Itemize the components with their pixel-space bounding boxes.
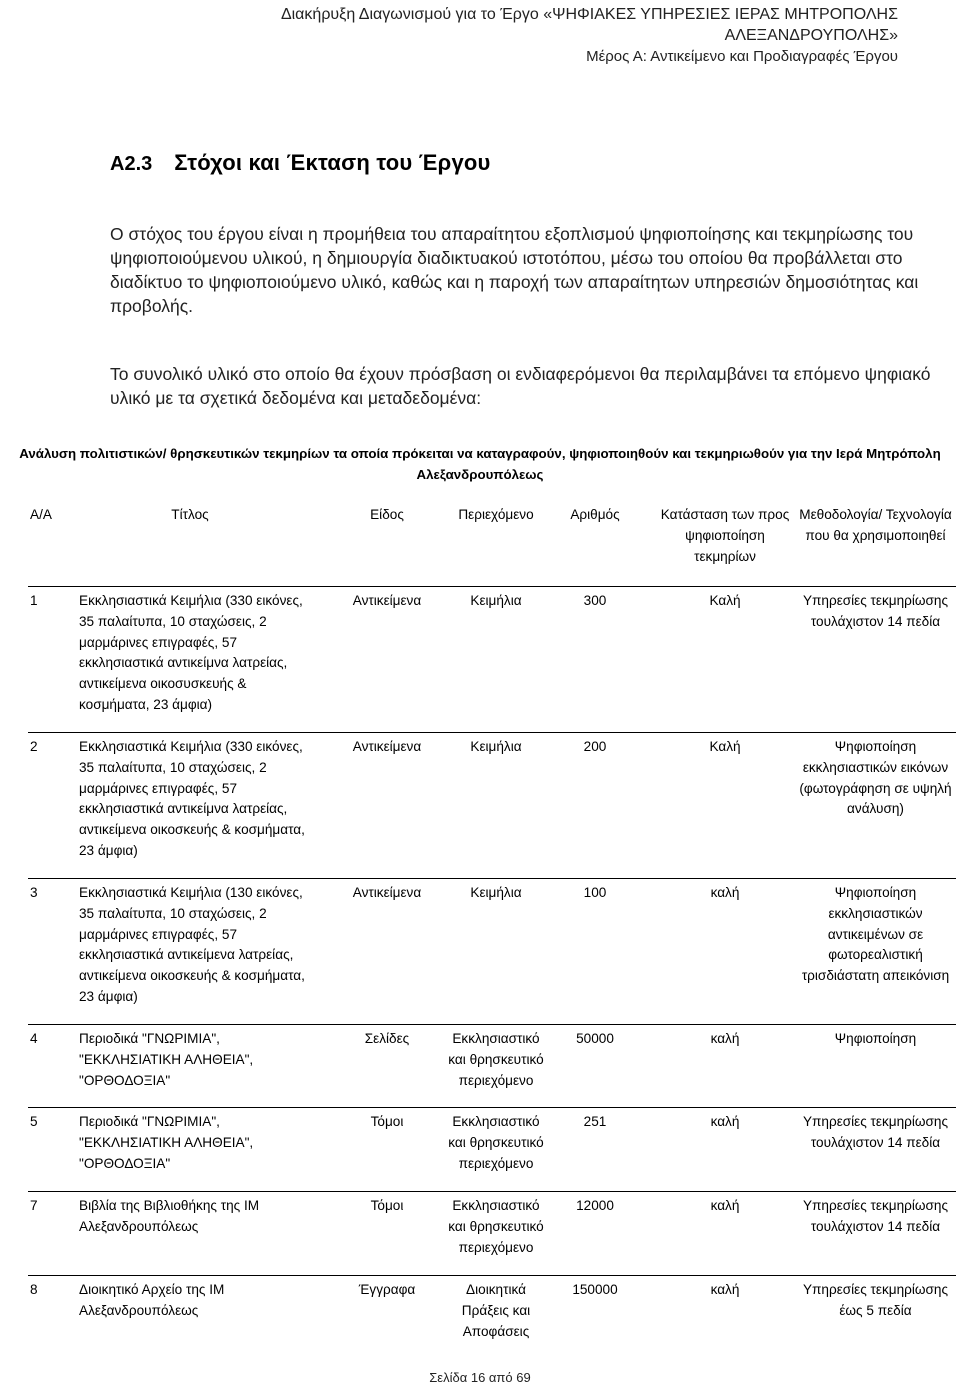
page-footer: Σελίδα 16 από 69 [429, 1370, 531, 1385]
row-count: 100 [583, 885, 607, 900]
row-title: Εκκλησιαστικά Κειμήλια (130 εικόνες, 35 παλαίτυπα, 10 σταχώσεις, 2 μαρμάρινες επιγραφές, 57 εκκλησιαστικά αντικείμενα λατρείας, αντικείμενα οικοσκευής & κοσμήματα, 23 άμφια) [79, 885, 305, 1004]
header-num: Α/Α [30, 507, 52, 522]
row-kind: Τόμοι [370, 1114, 404, 1129]
row-method: Υπηρεσίες τεκμηρίωσης τουλάχιστον 14 πεδία [802, 1114, 949, 1150]
table-divider [28, 878, 956, 879]
row-title: Διοικητικό Αρχείο της ΙΜ Αλεξανδρουπόλεως [79, 1282, 225, 1318]
header-method: Μεθοδολογία/ Τεχνολογία που θα χρησιμοποιηθεί [799, 507, 952, 543]
row-content: Κειμήλια [470, 593, 522, 608]
row-kind: Αντικείμενα [352, 593, 422, 608]
row-state: Καλή [709, 593, 741, 608]
row-count: 300 [583, 593, 607, 608]
row-content: Εκκλησιαστικό και θρησκευτικό περιεχόμενο [448, 1198, 544, 1255]
table-divider [28, 1275, 956, 1276]
row-count: 150000 [572, 1282, 618, 1297]
row-kind: Αντικείμενα [352, 885, 422, 900]
row-title: Περιοδικά "ΓΝΩΡΙΜΙΑ", "ΕΚΚΛΗΣΙΑΤΙΚΗ ΑΛΗΘΕΙΑ", "ΟΡΘΟΔΟΞΙΑ" [79, 1114, 254, 1171]
table-divider [28, 1024, 956, 1025]
table-row [0, 883, 960, 1029]
row-kind: Τόμοι [370, 1198, 404, 1213]
section-title: Στόχοι και Έκταση του Έργου [174, 150, 491, 175]
section-heading [110, 150, 491, 176]
row-method: Υπηρεσίες τεκμηρίωσης τουλάχιστον 14 πεδία [802, 593, 949, 629]
header-line-3: Μέρος Α: Αντικείμενο και Προδιαγραφές Έργου [586, 48, 898, 65]
row-num: 7 [30, 1198, 38, 1213]
table-divider [28, 586, 956, 587]
material-paragraph: Το συνολικό υλικό στο οποίο θα έχουν πρόσβαση οι ενδιαφερόμενοι θα περιλαμβάνει τα επόμενο ψηφιακό υλικό με τα σχετικά δεδομένα και μεταδεδομένα: [110, 364, 931, 408]
row-count: 12000 [576, 1198, 614, 1213]
header-title: Τίτλος [171, 507, 209, 522]
row-count: 251 [583, 1114, 607, 1129]
row-kind: Έγγραφα [358, 1282, 416, 1297]
row-kind: Σελίδες [364, 1031, 410, 1046]
row-title: Βιβλία της Βιβλιοθήκης της ΙΜ Αλεξανδρουπόλεως [79, 1198, 260, 1234]
row-content: Εκκλησιαστικό και θρησκευτικό περιεχόμενο [448, 1031, 544, 1088]
header-line-2: ΑΛΕΞΑΝΔΡΟΥΠΟΛΗΣ» [724, 27, 898, 44]
row-state: καλή [710, 1198, 740, 1213]
page-header [198, 4, 898, 67]
header-content: Περιεχόμενο [458, 507, 534, 522]
table-row [0, 1280, 960, 1364]
row-method: Ψηφιοποίηση εκκλησιαστικών εικόνων (φωτογράφηση σε υψηλή ανάλυση) [799, 739, 952, 817]
table-row [0, 1029, 960, 1112]
row-method: Ψηφιοποίηση εκκλησιαστικών αντικειμένων σε φωτορεαλιστική τρισδιάστατη απεικόνιση [801, 885, 950, 984]
table-header-row [0, 505, 960, 591]
row-num: 8 [30, 1282, 38, 1297]
header-state: Κατάσταση των προς ψηφιοποίηση τεκμηρίων [660, 507, 790, 564]
table-row [0, 1112, 960, 1196]
row-content: Εκκλησιαστικό και θρησκευτικό περιεχόμενο [448, 1114, 544, 1171]
section-number: Α2.3 [110, 153, 153, 175]
row-method: Ψηφιοποίηση [834, 1031, 917, 1046]
row-state: καλή [710, 1114, 740, 1129]
row-state: καλή [710, 1282, 740, 1297]
row-num: 4 [30, 1031, 38, 1046]
row-state: καλή [710, 885, 740, 900]
row-content: Κειμήλια [470, 739, 522, 754]
table-row [0, 1196, 960, 1280]
intro-paragraph: Ο στόχος του έργου είναι η προμήθεια του απαραίτητου εξοπλισμού ψηφιοποίησης και τεκμηρίωσης του ψηφιοποιούμενου υλικού, η δημιουργία διαδικτυακού ιστοτόπου, μέσω του οποίου θα προβάλλεται στο διαδίκτυο το ψηφιοποιούμενο υλικό, καθώς και η παροχή των απαραίτητων υπηρεσιών δημοσιότητας και προβολής. [110, 224, 919, 316]
header-count: Αριθμός [570, 507, 620, 522]
row-num: 2 [30, 739, 38, 754]
row-num: 1 [30, 593, 38, 608]
row-title: Εκκλησιαστικά Κειμήλια (330 εικόνες, 35 παλαίτυπα, 10 σταχώσεις, 2 μαρμάρινες επιγραφές, 57 εκκλησιαστικά αντικείμνα λατρείας, αντικείμενα οικοσυσκευής & κοσμήματα, 23 άμφια) [79, 593, 303, 712]
table-divider [28, 1107, 956, 1108]
row-state: καλή [710, 1031, 740, 1046]
row-count: 200 [583, 739, 607, 754]
table-divider [28, 1191, 956, 1192]
items-table [0, 505, 960, 1364]
row-content: Διοικητικά Πράξεις και Αποφάσεις [461, 1282, 531, 1339]
row-num: 3 [30, 885, 38, 900]
row-title: Περιοδικά "ΓΝΩΡΙΜΙΑ", "ΕΚΚΛΗΣΙΑΤΙΚΗ ΑΛΗΘΕΙΑ", "ΟΡΘΟΔΟΞΙΑ" [79, 1031, 254, 1088]
row-kind: Αντικείμενα [352, 739, 422, 754]
row-title: Εκκλησιαστικά Κειμήλια (330 εικόνες, 35 παλαίτυπα, 10 σταχώσεις, 2 μαρμάρινες επιγραφές, 57 εκκλησιαστικά αντικείμνα λατρείας, αντικείμενα οικοσκευής & κοσμήματα, 23 άμφια) [79, 739, 305, 858]
row-content: Κειμήλια [470, 885, 522, 900]
table-caption: Ανάλυση πολιτιστικών/ θρησκευτικών τεκμηρίων τα οποία πρόκειται να καταγραφούν, ψηφιοποιηθούν και τεκμηριωθούν για την Ιερά Μητρόπολη Αλεξανδρουπόλεως [19, 446, 941, 482]
table-row [0, 737, 960, 883]
row-state: Καλή [709, 739, 741, 754]
row-count: 50000 [576, 1031, 614, 1046]
table-divider [28, 732, 956, 733]
table-row [0, 591, 960, 737]
row-method: Υπηρεσίες τεκμηρίωσης τουλάχιστον 14 πεδία [802, 1198, 949, 1234]
row-method: Υπηρεσίες τεκμηρίωσης έως 5 πεδία [802, 1282, 949, 1318]
header-kind: Είδος [370, 507, 404, 522]
header-line-1: Διακήρυξη Διαγωνισμού για το Έργο «ΨΗΦΙΑΚΕΣ ΥΠΗΡΕΣΙΕΣ ΙΕΡΑΣ ΜΗΤΡΟΠΟΛΗΣ [280, 6, 898, 23]
row-num: 5 [30, 1114, 38, 1129]
